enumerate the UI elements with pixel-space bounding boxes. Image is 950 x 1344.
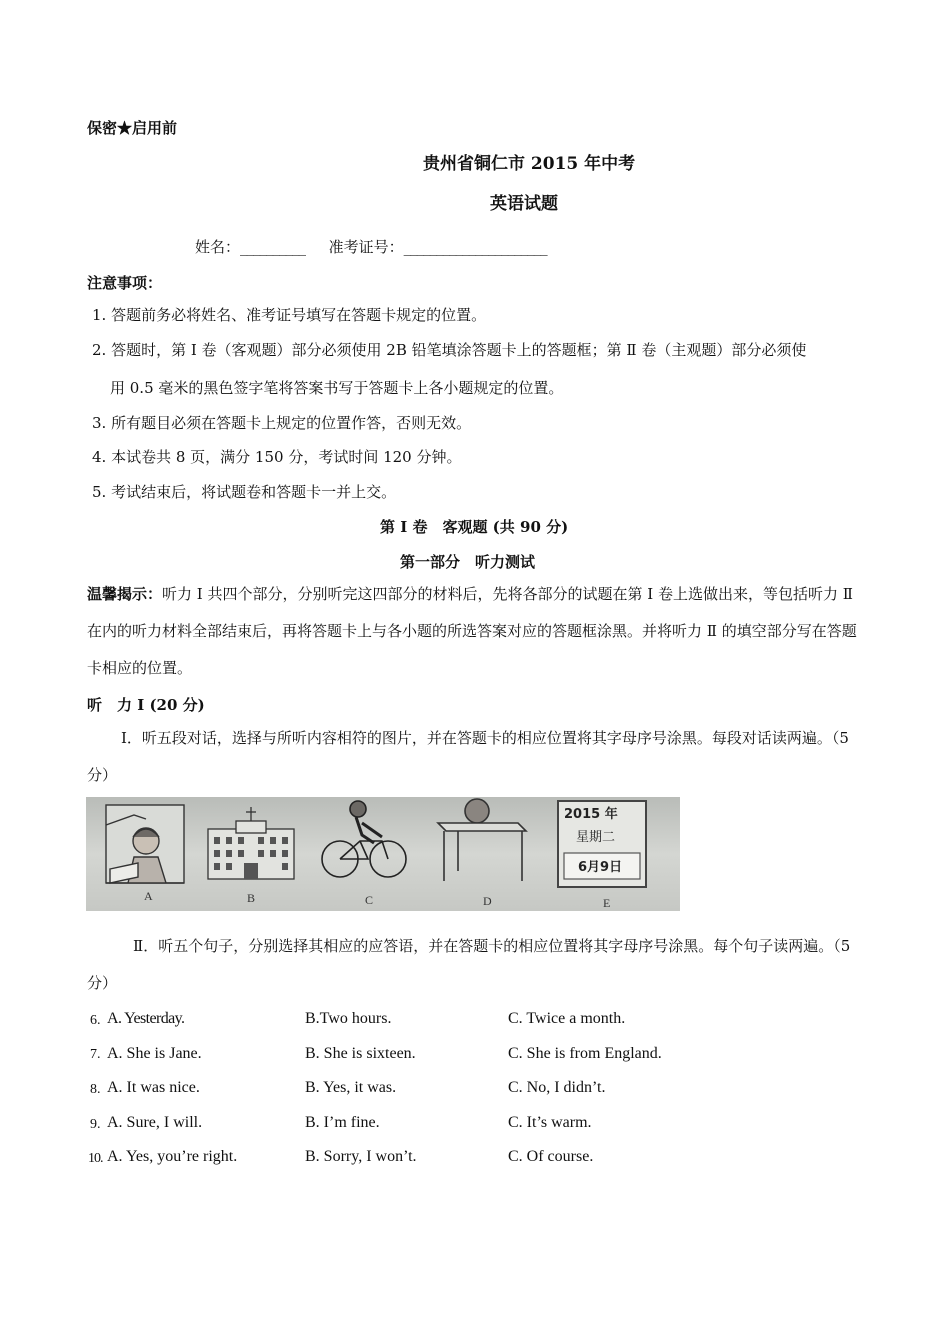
option-b: B. She is sixteen. [305,1045,416,1062]
q2-instruction: Ⅱ．听五个句子，分别选择其相应的应答语，并在答题卡的相应位置将其字母序号涂黑。每个句子读两遍。（5 分） [87,937,851,992]
option-b: B. I’m fine. [305,1114,380,1131]
exam-title: 贵州省铜仁市 2015 年中考 [423,154,636,174]
option-c: C. It’s warm. [508,1114,592,1131]
question-row [90,1114,101,1133]
option-a: A. Sure, I will. [107,1114,203,1131]
question-number: 8. [90,1082,101,1097]
option-a: A. Yesterday. [107,1010,185,1027]
q1-instruction: Ⅰ．听五段对话，选择与所听内容相符的图片，并在答题卡的相应位置将其字母序号涂黑。每段对话读两遍。（5 分） [87,729,849,784]
id-blank: ______________________ [403,238,547,256]
candidate-info [195,236,547,257]
picture-label-d: D [483,894,492,908]
question-number: 9. [90,1117,101,1132]
notice-item: 5. 考试结束后，将试题卷和答题卡一并上交。 [92,483,397,501]
calendar-date: 6月9日 [578,860,623,875]
question-row [90,1079,101,1098]
listening-title: 听 力 Ⅰ (20 分) [87,696,205,714]
name-blank: __________ [240,238,306,256]
picture-calendar [558,801,646,887]
option-b: B. Sorry, I won’t. [305,1148,417,1165]
option-c: C. Of course. [508,1148,594,1165]
notice-item: 1. 答题前务必将姓名、准考证号填写在答题卡规定的位置。 [92,306,487,324]
name-label: 姓名： [195,238,241,256]
exam-subtitle: 英语试题 [490,194,558,214]
id-label: 准考证号： [328,238,404,256]
question-row [90,1044,101,1063]
notice-item: 4. 本试卷共 8 页，满分 150 分，考试时间 120 分钟。 [92,448,462,466]
calendar-year: 2015 年 [564,807,618,822]
question-row [90,1010,101,1029]
question-number: 10. [88,1151,103,1166]
question-row [88,1148,103,1167]
tip-text: 听力 Ⅰ 共四个部分，分别听完这四部分的材料后，先将各部分的试题在第 Ⅰ 卷上选做出来，等包括听力 Ⅱ 在内的听力材料全部结束后，再将答题卡上与各小题的所选答案对应的答题框涂黑。并将听力 Ⅱ 的填空部分写在答题卡相应的位置。 [87,585,857,677]
tip-paragraph [87,576,865,687]
volume-title: 第 Ⅰ 卷 客观题 (共 90 分) [380,518,569,536]
part-title: 第一部分 听力测试 [400,553,536,571]
tip-label: 温馨揭示： [87,585,163,603]
option-c: C. Twice a month. [508,1010,626,1027]
option-c: C. She is from England. [508,1045,662,1062]
option-b: B.Two hours. [305,1010,392,1027]
question-number: 6. [90,1013,101,1028]
picture-label-e: E [603,896,611,910]
listening-pictures [86,797,680,911]
option-a: A. It was nice. [107,1079,200,1096]
option-b: B. Yes, it was. [305,1079,397,1096]
notice-item: 2. 答题时，第 Ⅰ 卷（客观题）部分必须使用 2B 铅笔填涂答题卡上的答题框；第 Ⅱ 卷（主观题）部分必须使 [92,341,807,359]
notice-item: 3. 所有题目必须在答题卡上规定的位置作答，否则无效。 [92,414,472,432]
picture-label-b: B [247,891,256,905]
picture-girl-studying [106,805,184,883]
secret-mark: 保密★启用前 [87,119,178,137]
picture-label-a: A [144,889,153,903]
option-a: A. Yes, you’re right. [107,1148,238,1165]
notice-item-continued: 用 0.5 毫米的黑色签字笔将答案书写于答题卡上各小题规定的位置。 [110,379,564,397]
question-number: 7. [90,1047,101,1062]
option-c: C. No, I didn’t. [508,1079,606,1096]
notice-heading: 注意事项： [87,274,163,292]
option-a: A. She is Jane. [107,1045,202,1062]
calendar-weekday: 星期二 [576,830,616,845]
picture-label-c: C [365,893,374,907]
